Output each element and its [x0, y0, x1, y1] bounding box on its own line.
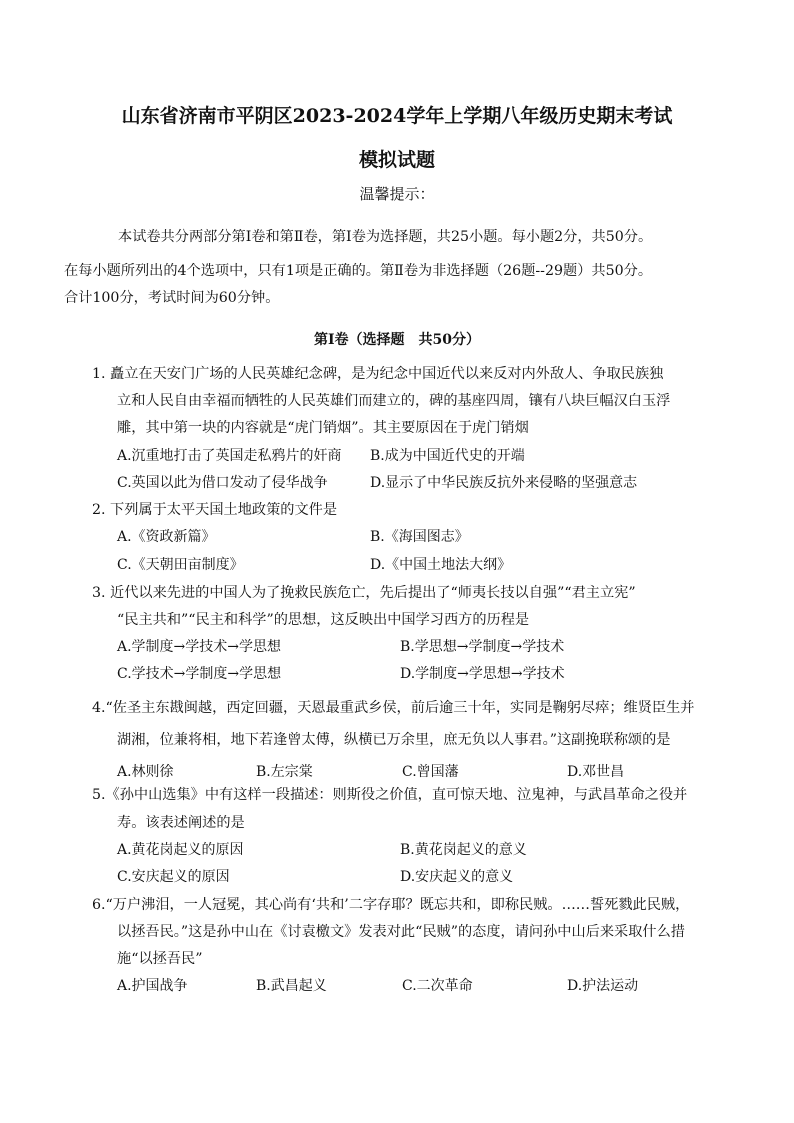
question-6-option-c[interactable]: C.二次革命: [402, 978, 473, 994]
question-2-option-d[interactable]: D.《中国土地法大纲》: [370, 557, 512, 573]
question-3-line-2: “民主共和”“民主和科学”的思想，这反映出中国学习西方的历程是: [117, 612, 530, 628]
question-6-option-b[interactable]: B.武昌起义: [256, 978, 327, 994]
question-6-line-2: 以拯吾民。”这是孙中山在《讨袁檄文》发表对此“民贼”的态度，请问孙中山后来采取什么措: [117, 924, 685, 940]
intro-line-3: 合计100分，考试时间为60分钟。: [64, 290, 280, 306]
question-1-option-b[interactable]: B.成为中国近代史的开端: [370, 448, 525, 464]
question-3-line-1: 3. 近代以来先进的中国人为了挽救民族危亡，先后提出了“师夷长技以自强”“君主立宪”: [92, 585, 636, 601]
question-1-line-3: 雕，其中第一块的内容就是“虎门销烟”。其主要原因在于虎门销烟: [117, 420, 529, 436]
question-1-line-2: 立和人民自由幸福而牺牲的人民英雄们而建立的，碑的基座四周，镶有八块巨幅汉白玉浮: [117, 393, 671, 409]
question-3-option-c[interactable]: C.学技术→学制度→学思想: [117, 666, 282, 682]
intro-line-1: 本试卷共分两部分第Ⅰ卷和第Ⅱ卷，第Ⅰ卷为选择题，共25小题。每小题2分，共50分。: [118, 229, 653, 245]
exam-title-line1: 山东省济南市平阴区2023-2024学年上学期八年级历史期末考试: [121, 105, 673, 127]
question-5-option-a[interactable]: A.黄花岗起义的原因: [117, 842, 244, 858]
question-6-line-3: 施“以拯吾民”: [117, 951, 203, 967]
question-1-option-a[interactable]: A.沉重地打击了英国走私鸦片的奸商: [117, 448, 342, 464]
question-4-option-b[interactable]: B.左宗棠: [256, 764, 313, 780]
intro-line-2: 在每小题所列出的4个选项中，只有1项是正确的。第Ⅱ卷为非选择题（26题--29题）共50分。: [64, 263, 653, 279]
hint-label: 温馨提示：: [359, 185, 435, 203]
question-6-option-a[interactable]: A.护国战争: [117, 978, 188, 994]
question-4-line-2: 湖湘，位兼将相，地下若逢曾太傅，纵横已万余里，庶无负以人事君。”这副挽联称颂的是: [117, 732, 671, 748]
question-6-line-1: 6.“万户沸泪，一人冠冕，其心尚有‘共和’二字存耶？既忘共和，即称民贼。……誓死戮此民贼，: [92, 897, 690, 913]
question-5-option-c[interactable]: C.安庆起义的原因: [117, 869, 230, 885]
question-5-line-2: 寿。该表述阐述的是: [117, 815, 245, 831]
exam-title-line2: 模拟试题: [358, 149, 435, 171]
question-3-option-b[interactable]: B.学思想→学制度→学技术: [400, 639, 565, 655]
question-5-option-b[interactable]: B.黄花岗起义的意义: [400, 842, 527, 858]
question-4-line-1: 4.“佐圣主东戡闽越，西定回疆，天恩最重武乡侯，前后逾三十年，实同是鞠躬尽瘁；维贤臣生并: [92, 700, 695, 716]
question-6-option-d[interactable]: D.护法运动: [567, 978, 639, 994]
question-2-option-b[interactable]: B.《海国图志》: [370, 529, 469, 545]
question-5-option-d[interactable]: D.安庆起义的意义: [400, 869, 514, 885]
question-1-option-c[interactable]: C.英国以此为借口发动了侵华战争: [117, 475, 328, 491]
question-4-option-d[interactable]: D.邓世昌: [567, 764, 625, 780]
question-3-option-d[interactable]: D.学制度→学思想→学技术: [400, 666, 565, 682]
question-4-option-a[interactable]: A.林则徐: [117, 764, 174, 780]
question-1-option-d[interactable]: D.显示了中华民族反抗外来侵略的坚强意志: [370, 475, 638, 491]
question-2-line-1: 2. 下列属于太平天国土地政策的文件是: [92, 502, 338, 518]
question-3-option-a[interactable]: A.学制度→学技术→学思想: [117, 639, 282, 655]
question-2-option-a[interactable]: A.《资政新篇》: [117, 529, 216, 545]
section-title: 第Ⅰ卷（选择题 共50分）: [313, 332, 481, 348]
question-2-option-c[interactable]: C.《天朝田亩制度》: [117, 557, 244, 573]
question-4-option-c[interactable]: C.曾国藩: [402, 764, 459, 780]
question-1-line-1: 1. 矗立在天安门广场的人民英雄纪念碑，是为纪念中国近代以来反对内外敌人、争取民族独: [92, 366, 664, 382]
question-5-line-1: 5.《孙中山选集》中有这样一段描述：则斯役之价值，直可惊天地、泣鬼神，与武昌革命之役并: [92, 787, 688, 803]
